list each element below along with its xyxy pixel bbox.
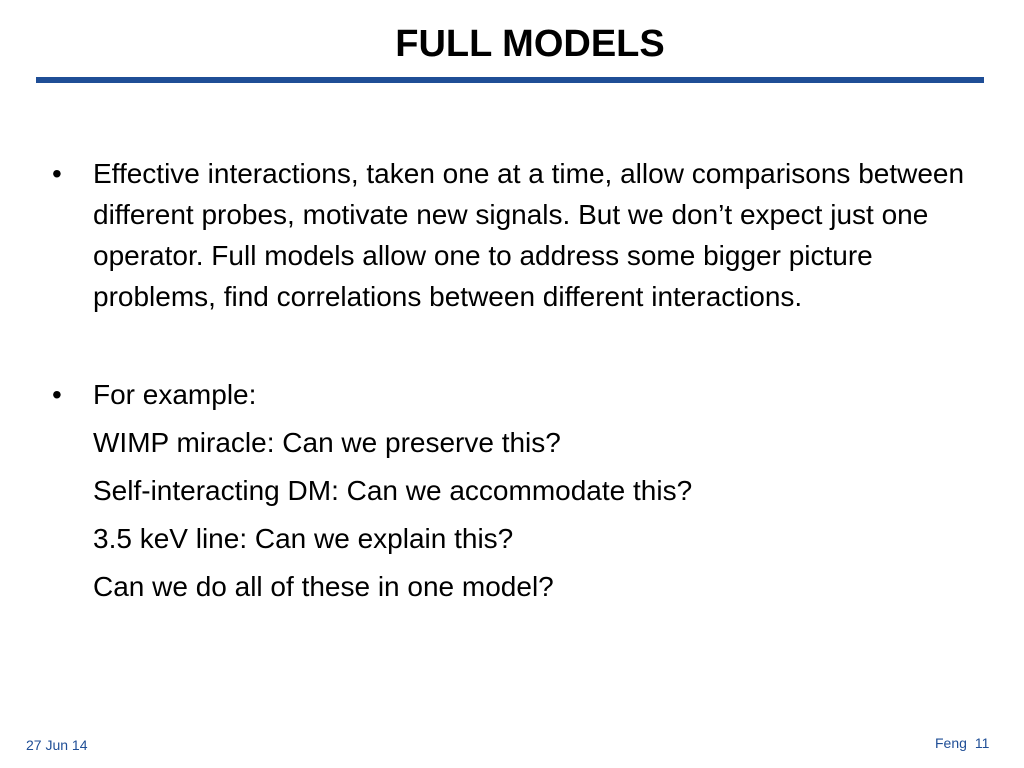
slide-title: FULL MODELS xyxy=(395,23,665,65)
example-line-wimp: WIMP miracle: Can we preserve this? xyxy=(93,427,561,458)
slide-body xyxy=(52,153,982,607)
bullet-text: Effective interactions, taken one at a time, allow comparisons between different probes, motivate new signals. But we don’t expect just one operator. Full models allow one to address some bigger picture problems, find correlations between different interactions. xyxy=(93,158,965,312)
bullet-icon: • xyxy=(52,158,62,189)
example-line-sidm: Self-interacting DM: Can we accommodate this? xyxy=(93,475,693,506)
footer-date: 27 Jun 14 xyxy=(26,737,88,753)
bullet-item xyxy=(52,374,982,415)
bullet-item xyxy=(52,153,982,317)
footer-author-page xyxy=(935,735,989,751)
title-divider xyxy=(36,77,984,83)
footer-author: Feng xyxy=(935,735,967,751)
footer-page-number: 11 xyxy=(974,735,990,751)
bullet-icon: • xyxy=(52,379,62,410)
example-line-kev: 3.5 keV line: Can we explain this? xyxy=(93,523,514,554)
bullet-text: For example: xyxy=(93,379,257,410)
example-line-one-model: Can we do all of these in one model? xyxy=(93,571,554,602)
